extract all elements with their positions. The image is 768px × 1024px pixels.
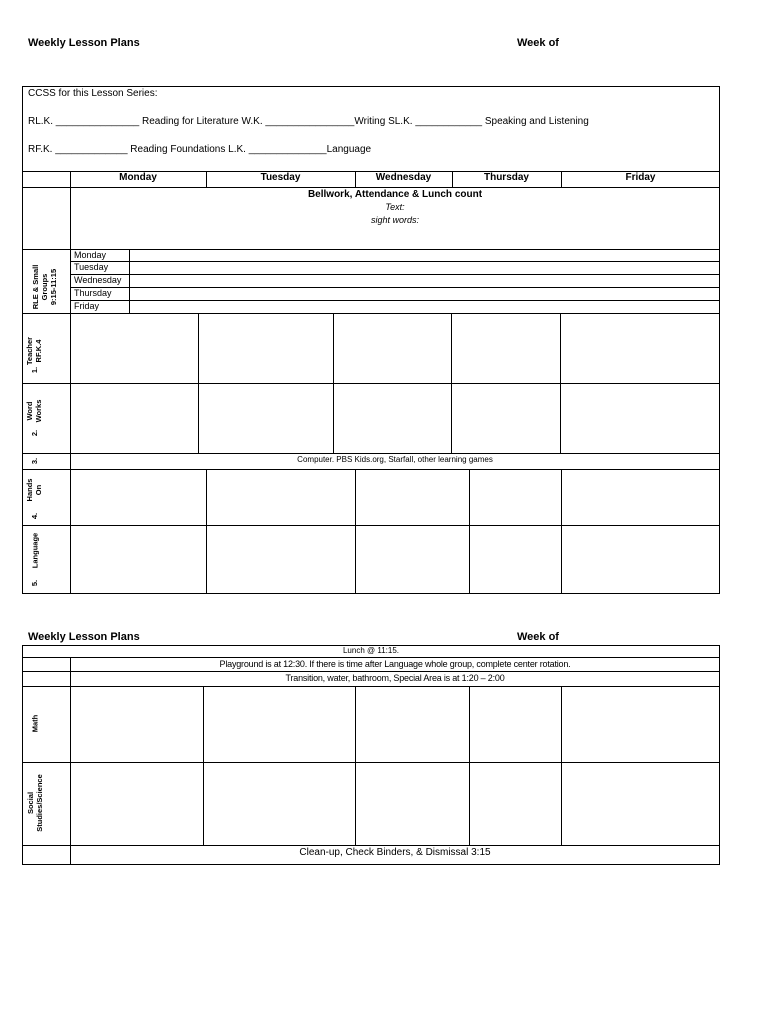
divider bbox=[561, 686, 562, 845]
rle-small-groups-label: RLE & Small Groups 9:15-11:15 bbox=[31, 264, 58, 310]
computer-row-text: Computer. PBS Kids.org, Starfall, other learning games bbox=[297, 455, 493, 464]
page2-title: Weekly Lesson Plans bbox=[28, 631, 140, 643]
bellwork-text: Text: bbox=[385, 202, 405, 212]
playground-text: Playground is at 12:30. If there is time after Language whole group, complete center rotation. bbox=[219, 659, 571, 669]
divider bbox=[469, 469, 470, 594]
row-number-1: 1. bbox=[30, 366, 39, 374]
row-number-2: 2. bbox=[30, 429, 39, 437]
divider bbox=[70, 300, 720, 301]
divider bbox=[22, 313, 720, 314]
page2-week-of: Week of bbox=[517, 631, 559, 643]
lesson-plan-table-1 bbox=[22, 86, 720, 594]
rle-day-thursday: Thursday bbox=[74, 288, 112, 298]
page1-week-of: Week of bbox=[517, 37, 559, 49]
day-header-wednesday: Wednesday bbox=[375, 172, 432, 183]
math-row-label: Math bbox=[30, 714, 40, 733]
ccss-line-1: RL.K. _______________ Reading for Literature W.K. ________________Writing SL.K. ____________ Speaking and Listening bbox=[28, 116, 589, 127]
rle-day-tuesday: Tuesday bbox=[74, 262, 109, 272]
divider bbox=[22, 469, 720, 470]
ccss-line-2: RF.K. _____________ Reading Foundations L.K. ______________Language bbox=[28, 144, 372, 155]
divider bbox=[70, 287, 720, 288]
divider bbox=[469, 686, 470, 845]
day-header-friday: Friday bbox=[625, 172, 656, 183]
social-studies-science-row-label: Social Studies/Science bbox=[26, 774, 44, 832]
divider bbox=[22, 383, 720, 384]
divider bbox=[22, 686, 720, 687]
divider bbox=[129, 249, 130, 313]
page1-title: Weekly Lesson Plans bbox=[28, 37, 140, 49]
lunch-text: Lunch @ 11:15. bbox=[342, 646, 399, 655]
divider bbox=[355, 686, 356, 845]
row-number-5: 5. bbox=[30, 579, 39, 587]
divider bbox=[561, 469, 562, 594]
ccss-heading: CCSS for this Lesson Series: bbox=[28, 88, 158, 99]
day-header-tuesday: Tuesday bbox=[260, 172, 301, 183]
rle-day-monday: Monday bbox=[74, 250, 107, 260]
language-row-label: Language bbox=[30, 532, 40, 569]
divider bbox=[203, 686, 204, 845]
divider bbox=[22, 845, 720, 846]
hands-on-row-label: Hands On bbox=[25, 478, 43, 502]
teacher-row-label: Teacher RF.K.4 bbox=[25, 336, 43, 366]
divider bbox=[22, 187, 720, 188]
divider bbox=[355, 469, 356, 594]
day-header-monday: Monday bbox=[119, 172, 157, 183]
divider bbox=[70, 657, 71, 865]
rle-day-wednesday: Wednesday bbox=[74, 275, 122, 285]
divider bbox=[22, 671, 720, 672]
divider bbox=[22, 453, 720, 454]
divider bbox=[22, 762, 720, 763]
transition-text: Transition, water, bathroom, Special Area is at 1:20 – 2:00 bbox=[285, 673, 505, 683]
bellwork-sight-words: sight words: bbox=[370, 215, 420, 225]
divider bbox=[206, 469, 207, 594]
row-number-3: 3. bbox=[30, 457, 39, 465]
divider bbox=[22, 525, 720, 526]
word-works-row-label: Word Works bbox=[25, 399, 43, 423]
cleanup-text: Clean-up, Check Binders, & Dismissal 3:15 bbox=[299, 847, 491, 858]
row-number-4: 4. bbox=[30, 512, 39, 520]
divider bbox=[70, 261, 720, 262]
divider bbox=[70, 274, 720, 275]
divider bbox=[22, 249, 720, 250]
divider bbox=[22, 657, 720, 658]
bellwork-title: Bellwork, Attendance & Lunch count bbox=[307, 189, 483, 200]
day-header-thursday: Thursday bbox=[483, 172, 529, 183]
rle-day-friday: Friday bbox=[74, 301, 100, 311]
